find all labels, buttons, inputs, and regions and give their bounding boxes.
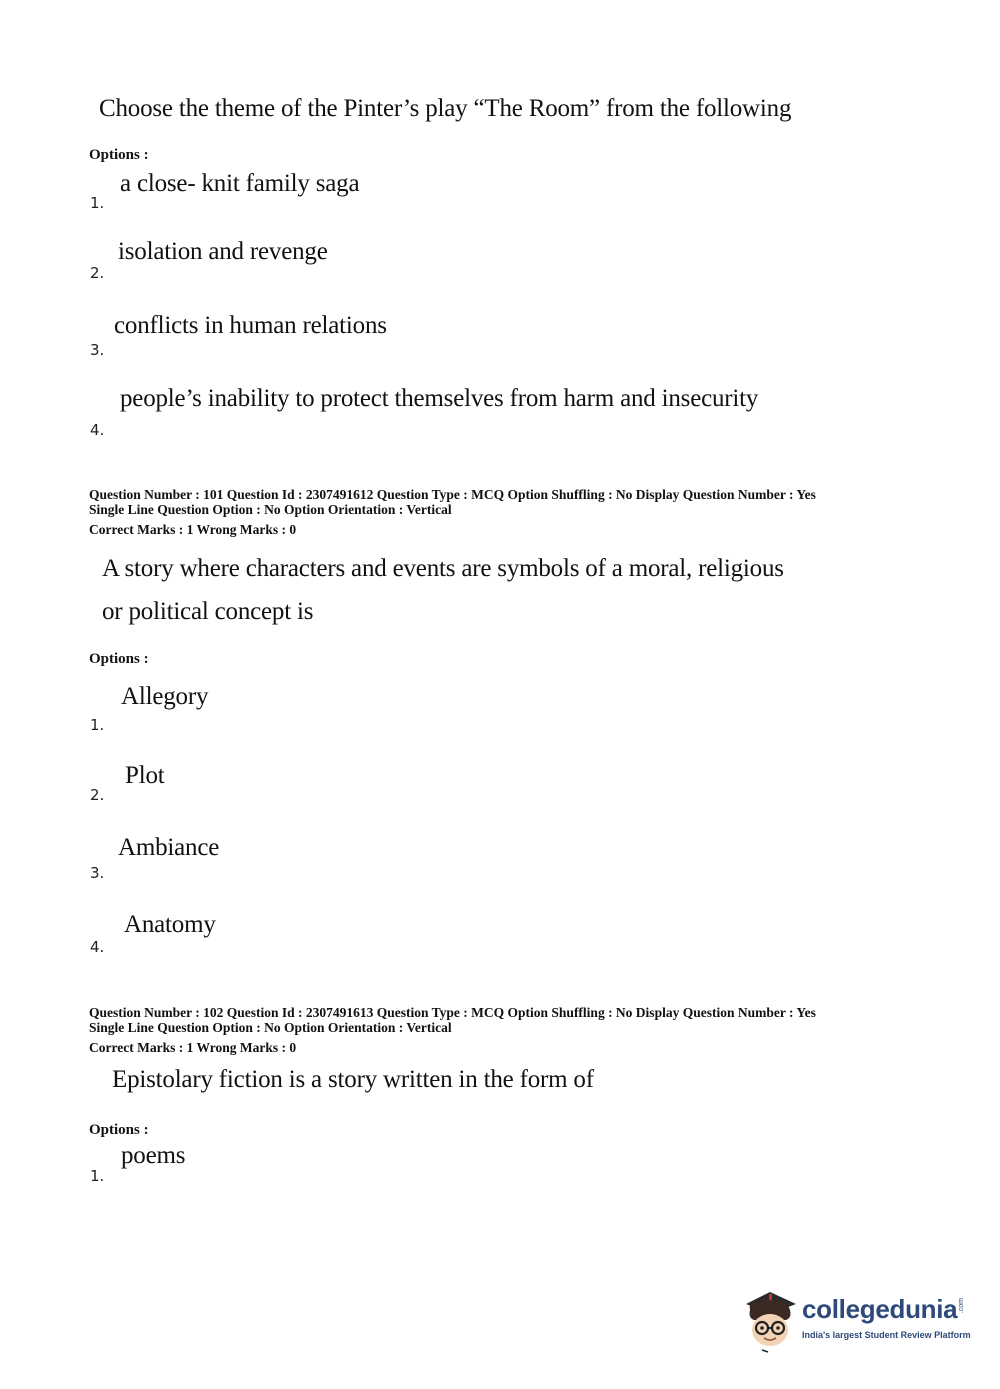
question-meta-line: Single Line Question Option : No Option Orientation : Vertical — [89, 1020, 452, 1035]
logo-wordmark: collegedunia — [802, 1294, 958, 1324]
option-text: Ambiance — [118, 834, 220, 861]
option-text: Plot — [125, 762, 165, 789]
question-meta-line: Question Number : 102 Question Id : 2307491613 Question Type : MCQ Option Shuffling : No Display Question Number : Yes — [89, 1005, 816, 1020]
question-meta-line: Question Number : 101 Question Id : 2307491612 Question Type : MCQ Option Shuffling : No Display Question Number : Yes — [89, 487, 816, 502]
option-number: 3. — [90, 341, 105, 359]
mascot-icon — [740, 1284, 802, 1354]
question-marks: Correct Marks : 1 Wrong Marks : 0 — [89, 1040, 297, 1055]
question-text: or political concept is — [102, 598, 314, 625]
options-label: Options : — [89, 147, 149, 163]
logo-suffix: .com — [958, 1298, 965, 1314]
option-number: 2. — [90, 786, 105, 804]
option-text: poems — [121, 1142, 186, 1169]
option-text: Anatomy — [124, 911, 216, 938]
option-number: 1. — [90, 716, 105, 734]
option-text: a close- knit family saga — [120, 170, 360, 197]
options-label: Options : — [89, 651, 149, 667]
collegedunia-logo — [740, 1284, 980, 1354]
option-text: Allegory — [121, 683, 209, 710]
option-number: 4. — [90, 938, 105, 956]
options-label: Options : — [89, 1122, 149, 1138]
option-text: people’s inability to protect themselves from harm and insecurity — [120, 385, 759, 412]
question-marks: Correct Marks : 1 Wrong Marks : 0 — [89, 522, 297, 537]
option-text: conflicts in human relations — [114, 312, 387, 339]
option-number: 2. — [90, 264, 105, 282]
option-text: isolation and revenge — [118, 238, 328, 265]
question-text: A story where characters and events are symbols of a moral, religious — [102, 555, 784, 582]
question-text: Epistolary fiction is a story written in the form of — [112, 1066, 594, 1093]
logo-tagline: India's largest Student Review Platform — [802, 1330, 971, 1340]
option-number: 4. — [90, 421, 105, 439]
option-number: 1. — [90, 194, 105, 212]
question-meta-line: Single Line Question Option : No Option Orientation : Vertical — [89, 502, 452, 517]
option-number: 1. — [90, 1167, 105, 1185]
option-number: 3. — [90, 864, 105, 882]
question-text: Choose the theme of the Pinter’s play “The Room” from the following — [99, 95, 792, 122]
